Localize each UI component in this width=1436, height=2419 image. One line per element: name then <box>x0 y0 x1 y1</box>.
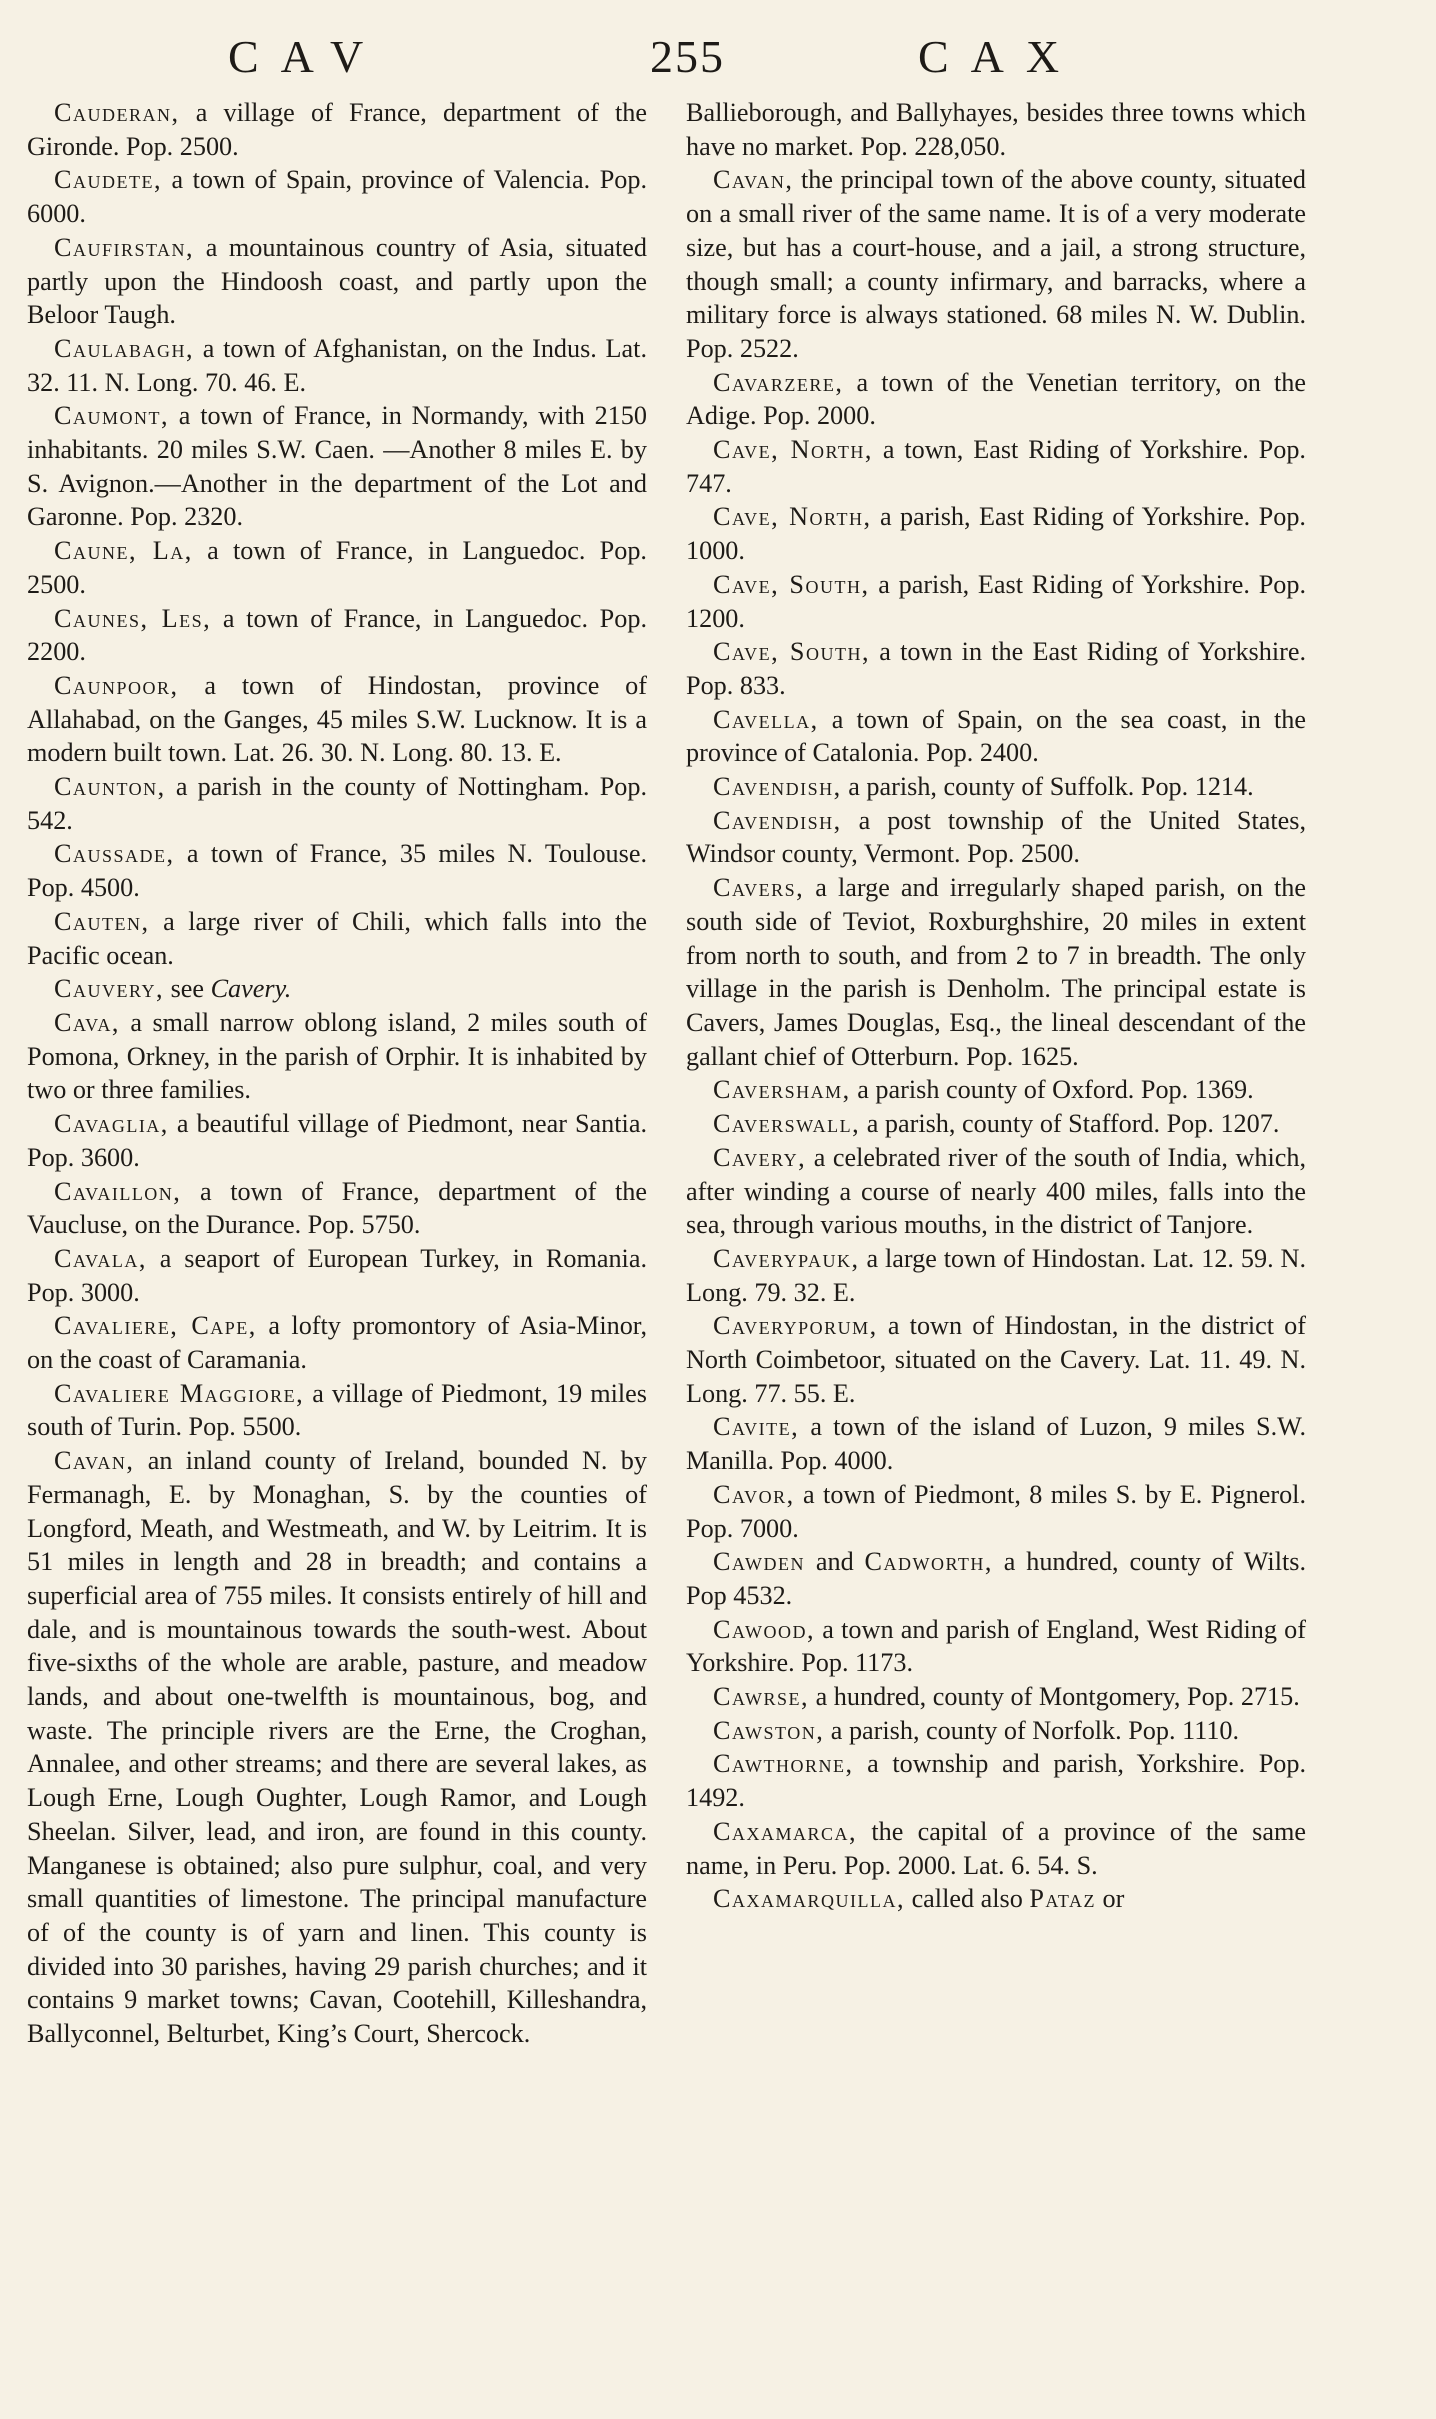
entry-headword: Caulabagh, <box>54 333 195 363</box>
entry-headword: Cavan, <box>54 1446 135 1476</box>
entry-headword: Cawrse, <box>713 1682 810 1712</box>
entry-headword: Cavaliere Maggiore, <box>54 1378 305 1408</box>
entry-headword: Caversham, <box>713 1075 851 1105</box>
entry-headword: Caunes, Les, <box>54 603 212 633</box>
entry-headword: Cawston, <box>713 1715 825 1745</box>
gazetteer-entry <box>27 837 647 904</box>
gazetteer-entry <box>686 1815 1306 1882</box>
gazetteer-entry <box>686 568 1306 635</box>
entry-headword: Cave, North, <box>713 502 872 532</box>
entry-text: a town and parish of England, West Riding of Yorkshire. Pop. 1173. <box>686 1614 1306 1678</box>
entry-text: a town of Hindostan, in the district of North Coimbetoor, situated on the Cavery. Lat. 11. 49. N. Long. 77. 55. E. <box>686 1311 1306 1408</box>
entry-text: a parish county of Oxford. Pop. 1369. <box>850 1075 1254 1105</box>
gazetteer-entry <box>686 1882 1306 1916</box>
entry-text: a town of France, in Languedoc. Pop. 2500. <box>27 536 647 599</box>
entry-headword: Cavaillon, <box>54 1176 182 1206</box>
left-column <box>27 96 647 2051</box>
entry-text: a hundred, county of Montgomery, Pop. 2715. <box>809 1682 1300 1712</box>
entry-text: a town of France, department of the Vaucluse, on the Durance. Pop. 5750. <box>27 1176 647 1240</box>
gazetteer-entry <box>686 1107 1306 1141</box>
entry-headword: Cavaglia, <box>54 1109 169 1139</box>
entry-headword: Caune, La, <box>54 536 193 566</box>
entry-headword: Cavala, <box>54 1243 147 1273</box>
gazetteer-entry <box>27 1242 647 1309</box>
gazetteer-entry <box>686 871 1306 1073</box>
page-header <box>0 30 1436 90</box>
gazetteer-entry <box>27 399 647 534</box>
gazetteer-entry <box>686 804 1306 871</box>
entry-text: a large river of Chili, which falls into the Pacific ocean. <box>27 906 647 970</box>
entry-text: a town, East Riding of Yorkshire. Pop. 747. <box>686 435 1306 498</box>
gazetteer-entry <box>686 500 1306 567</box>
entry-text: see <box>164 974 211 1004</box>
gazetteer-entry <box>27 669 647 770</box>
entry-headword: Caverypauk, <box>713 1243 860 1273</box>
page-number: 255 <box>650 31 725 82</box>
entry-text: a seaport of European Turkey, in Romania. Pop. 3000. <box>27 1243 647 1307</box>
entry-headword: Caumont, <box>54 401 170 431</box>
gazetteer-entry <box>686 1478 1306 1545</box>
entry-headword: Cava, <box>54 1007 120 1037</box>
entry-text: a hundred, county of Wilts. Pop 4532. <box>686 1547 1306 1610</box>
entry-headword: Cavendish, <box>713 772 842 802</box>
gazetteer-entry <box>686 433 1306 500</box>
entry-headword: Cavor, <box>713 1479 795 1509</box>
entry-headword: Cavers, <box>713 873 805 903</box>
entry-text: a parish, county of Stafford. Pop. 1207. <box>860 1109 1280 1139</box>
gazetteer-entry <box>27 972 647 1006</box>
entry-text: an inland county of Ireland, bounded N. by Fermanagh, E. by Monaghan, S. by the counties of Longford, Meath, and Westmeath, and W. by Leitrim. It is 51 miles in length and 28 in breadth; and contains a superficial area of 755 miles. It consists entirely of hill and dale, and is mountainous towards the south-west. About five-sixths of the whole are arable, pasture, and meadow lands, and about one-twelfth is mountainous, bog, and waste. The principle rivers are the Erne, the Croghan, Annalee, and other streams; and there are several lakes, as Lough Erne, Lough Oughter, Lough Ramor, and Lough Sheelan. Silver, lead, and iron, are found in this county. Manganese is obtained; also pure sulphur, coal, and very small quantities of limestone. The principal manufacture of of the county is of yarn and linen. This county is divided into 30 parishes, having 29 parish churches; and it contains 9 market towns; Cavan, Cootehill, Killeshandra, Ballyconnel, Belturbet, King’s Court, Shercock. <box>27 1446 647 2049</box>
entry-headword: Cauten, <box>54 906 150 936</box>
gazetteer-entry <box>686 1747 1306 1814</box>
running-head-right: CAX <box>918 31 1082 82</box>
entry-headword: Caufirstan, <box>54 232 195 262</box>
entry-headword: Cavendish, <box>713 805 842 835</box>
entry-text: Ballieborough, and Ballyhayes, besides three towns which have no market. Pop. 228,050. <box>686 98 1306 161</box>
gazetteer-entry <box>686 635 1306 702</box>
gazetteer-entry <box>686 1309 1306 1410</box>
gazetteer-entry <box>27 770 647 837</box>
entry-text: a parish, East Riding of Yorkshire. Pop. 1000. <box>686 502 1306 566</box>
entry-text: a celebrated river of the south of India, which, after winding a course of nearly 400 miles, falls into the sea, through various mouths, in the district of Tanjore. <box>686 1142 1306 1240</box>
entry-text: called also <box>905 1884 1030 1914</box>
gazetteer-entry <box>686 1714 1306 1748</box>
gazetteer-entry <box>686 1613 1306 1680</box>
entry-text: a town of France, 35 miles N. Toulouse. Pop. 4500. <box>27 839 647 903</box>
entry-text: a parish in the county of Nottingham. Pop. 542. <box>27 772 647 835</box>
entry-text: and <box>805 1547 865 1577</box>
entry-headword: Cauderan, <box>54 98 180 127</box>
entry-headword: Cavan, <box>713 165 794 195</box>
entry-text: a large and irregularly shaped parish, on the south side of Teviot, Roxburghshire, 20 miles in extent from north to south, and from 2 to 7 in breadth. The only village in the parish is Denholm. The principal estate is Cavers, James Douglas, Esq., the lineal descendant of the gallant chief of Otterburn. Pop. 1625. <box>686 873 1306 1071</box>
entry-headword: Cawthorne, <box>713 1749 854 1779</box>
entry-text: a town in the East Riding of Yorkshire. Pop. 833. <box>686 637 1306 700</box>
entry-text: a township and parish, Yorkshire. Pop. 1492. <box>686 1749 1306 1813</box>
entry-headword: Caudete, <box>54 165 162 195</box>
gazetteer-entry <box>686 1545 1306 1612</box>
gazetteer-entry <box>686 703 1306 770</box>
entry-text: a village of France, department of the Gironde. Pop. 2500. <box>27 98 647 161</box>
entry-text: a parish, county of Norfolk. Pop. 1110. <box>824 1715 1240 1745</box>
gazetteer-entry <box>686 1680 1306 1714</box>
entry-headword: Caverswall, <box>713 1109 861 1139</box>
entry-text: a town of the Venetian territory, on the Adige. Pop. 2000. <box>686 367 1306 431</box>
gazetteer-entry <box>27 163 647 230</box>
entry-text: the principal town of the above county, situated on a small river of the same name. It is of a very moderate size, but has a court-house, and a jail, a strong structure, though small; a county infirmary, and barracks, where a military force is always stationed. 68 miles N. W. Dublin. Pop. 2522. <box>686 165 1306 363</box>
right-column <box>686 96 1306 1916</box>
gazetteer-entry <box>27 602 647 669</box>
entry-headword: Cave, South, <box>713 569 870 599</box>
entry-headword: Cavite, <box>713 1412 800 1442</box>
entry-text: a town of France, in Normandy, with 2150 inhabitants. 20 miles S.W. Caen. —Another 8 miles E. by S. Avignon.—Another in the department of the Lot and Garonne. Pop. 2320. <box>27 401 647 532</box>
entry-headword: Cavarzere, <box>713 367 844 397</box>
entry-text: a small narrow oblong island, 2 miles south of Pomona, Orkney, in the parish of Orphir. It is inhabited by two or three families. <box>27 1007 647 1105</box>
entry-headword: Caveryporum, <box>713 1311 878 1341</box>
entry-text: a beautiful village of Piedmont, near Santia. Pop. 3600. <box>27 1109 647 1172</box>
gazetteer-entry <box>686 1242 1306 1309</box>
gazetteer-entry <box>686 1141 1306 1242</box>
gazetteer-entry <box>686 1073 1306 1107</box>
entry-text: a town of Spain, province of Valencia. Pop. 6000. <box>27 165 647 229</box>
cross-reference: Cavery. <box>210 974 292 1004</box>
entry-headword: Cauvery, <box>54 974 165 1004</box>
entry-text: a town of France, in Languedoc. Pop. 2200. <box>27 603 647 667</box>
entry-headword: Pataz <box>1029 1884 1096 1914</box>
entry-text: a town of Afghanistan, on the Indus. Lat. 32. 11. N. Long. 70. 46. E. <box>27 333 647 397</box>
running-head-left: CAV <box>228 31 386 82</box>
gazetteer-entry <box>686 1410 1306 1477</box>
entry-text: a town of Hindostan, province of Allahabad, on the Ganges, 45 miles S.W. Lucknow. It is a modern built town. Lat. 26. 30. N. Long. 80. 13. E. <box>27 670 647 768</box>
gazetteer-entry <box>27 1006 647 1107</box>
entry-text: a town of Piedmont, 8 miles S. by E. Pignerol. Pop. 7000. <box>686 1479 1306 1543</box>
entry-text: a mountainous country of Asia, situated partly upon the Hindoosh coast, and partly upon the Beloor Taugh. <box>27 232 647 330</box>
gazetteer-entry <box>27 96 647 163</box>
entry-headword: Cavella, <box>713 704 819 734</box>
entry-text: a lofty promontory of Asia-Minor, on the coast of Caramania. <box>27 1311 648 1375</box>
entry-headword: Cawden <box>713 1547 806 1577</box>
entry-headword: Cave, South, <box>713 637 871 667</box>
entry-headword: Cadworth, <box>864 1547 993 1577</box>
gazetteer-entry <box>27 1175 647 1242</box>
gazetteer-entry <box>27 1309 647 1376</box>
entry-headword: Caunton, <box>54 772 166 802</box>
gazetteer-entry <box>27 905 647 972</box>
gazetteer-entry <box>686 163 1306 365</box>
entry-headword: Caunpoor, <box>54 670 179 700</box>
entry-headword: Cavery, <box>713 1142 807 1172</box>
entry-text: a parish, county of Suffolk. Pop. 1214. <box>841 772 1254 802</box>
entry-text: a village of Piedmont, 19 miles south of Turin. Pop. 5500. <box>27 1378 648 1442</box>
gazetteer-entry <box>27 231 647 332</box>
gazetteer-entry <box>27 1377 647 1444</box>
gazetteer-entry <box>27 1444 647 2051</box>
gazetteer-entry <box>27 332 647 399</box>
entry-headword: Cave, North, <box>713 435 873 465</box>
entry-text: a town of the island of Luzon, 9 miles S.W. Manilla. Pop. 4000. <box>686 1412 1306 1476</box>
entry-text: a large town of Hindostan. Lat. 12. 59. N. Long. 79. 32. E. <box>686 1243 1306 1307</box>
entry-text: a post township of the United States, Windsor county, Vermont. Pop. 2500. <box>686 805 1306 869</box>
entry-text: the capital of a province of the same name, in Peru. Pop. 2000. Lat. 6. 54. S. <box>686 1816 1306 1880</box>
gazetteer-entry <box>686 366 1306 433</box>
entry-continuation <box>686 96 1306 163</box>
gazetteer-entry <box>27 1107 647 1174</box>
entry-headword: Cavaliere, Cape, <box>54 1311 257 1341</box>
entry-headword: Caxamarca, <box>713 1816 858 1846</box>
entry-text: or <box>1095 1884 1125 1914</box>
gazetteer-entry <box>686 770 1306 804</box>
entry-text: a town of Spain, on the sea coast, in the province of Catalonia. Pop. 2400. <box>686 704 1306 768</box>
entry-headword: Caxamarquilla, <box>713 1884 906 1914</box>
entry-headword: Caussade, <box>54 839 175 869</box>
entry-text: a parish, East Riding of Yorkshire. Pop. 1200. <box>686 569 1306 633</box>
gazetteer-entry <box>27 534 647 601</box>
entry-headword: Cawood, <box>713 1614 816 1644</box>
